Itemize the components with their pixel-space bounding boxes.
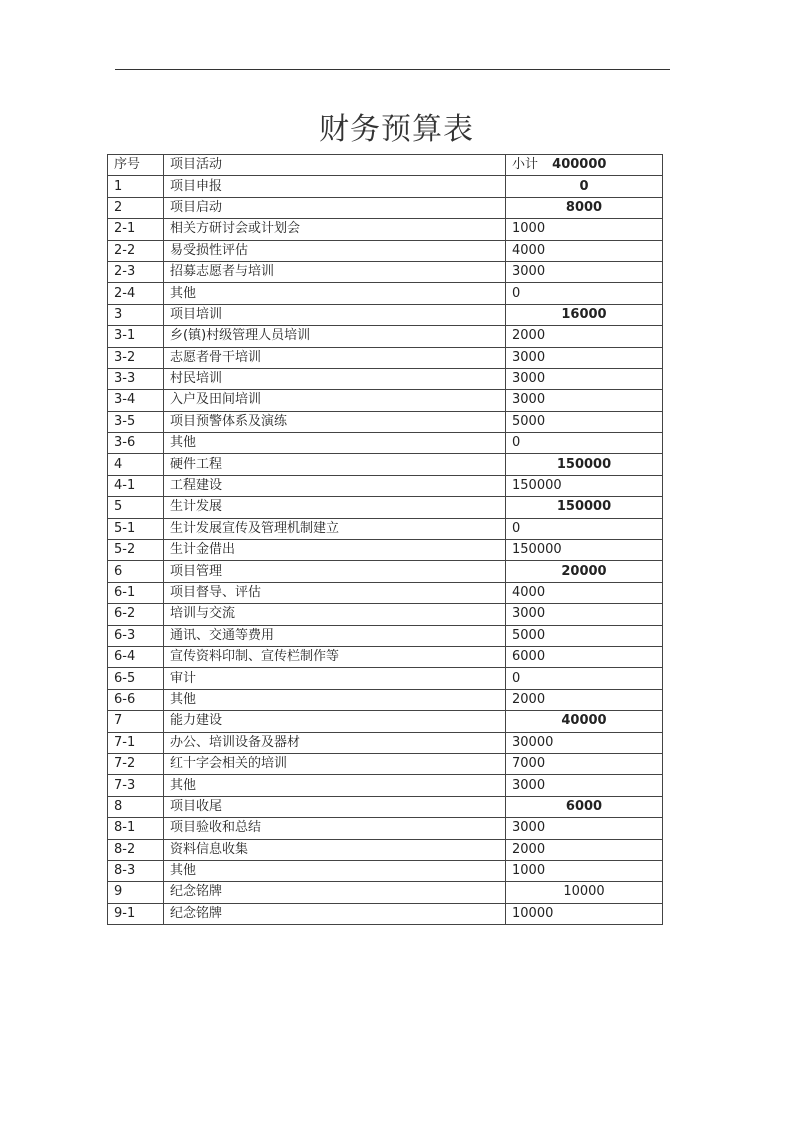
row-activity: 项目管理 xyxy=(164,561,506,582)
subtotal-label: 小计 xyxy=(512,157,539,173)
row-serial-number: 2 xyxy=(108,197,164,218)
row-activity: 生计发展宣传及管理机制建立 xyxy=(164,518,506,539)
row-activity: 宣传资料印制、宣传栏制作等 xyxy=(164,646,506,667)
row-activity: 项目收尾 xyxy=(164,796,506,817)
row-activity: 能力建设 xyxy=(164,711,506,732)
row-serial-number: 2-3 xyxy=(108,261,164,282)
row-activity: 工程建设 xyxy=(164,475,506,496)
row-serial-number: 8 xyxy=(108,796,164,817)
row-amount: 2000 xyxy=(506,326,663,347)
row-serial-number: 2-2 xyxy=(108,240,164,261)
row-serial-number: 3-6 xyxy=(108,433,164,454)
row-activity: 资料信息收集 xyxy=(164,839,506,860)
table-row xyxy=(108,711,663,732)
row-serial-number: 6-4 xyxy=(108,646,164,667)
row-serial-number: 4 xyxy=(108,454,164,475)
row-serial-number: 5 xyxy=(108,497,164,518)
row-serial-number: 1 xyxy=(108,176,164,197)
table-row xyxy=(108,796,663,817)
row-amount: 1000 xyxy=(506,219,663,240)
table-row xyxy=(108,326,663,347)
row-amount: 40000 xyxy=(506,711,663,732)
table-row xyxy=(108,261,663,282)
table-row xyxy=(108,882,663,903)
row-serial-number: 2-1 xyxy=(108,219,164,240)
row-amount: 150000 xyxy=(506,497,663,518)
row-serial-number: 2-4 xyxy=(108,283,164,304)
row-serial-number: 8-1 xyxy=(108,818,164,839)
table-row xyxy=(108,818,663,839)
table-row xyxy=(108,240,663,261)
row-activity: 易受损性评估 xyxy=(164,240,506,261)
row-activity: 其他 xyxy=(164,689,506,710)
table-row xyxy=(108,518,663,539)
row-serial-number: 7-3 xyxy=(108,775,164,796)
row-activity: 志愿者骨干培训 xyxy=(164,347,506,368)
row-amount: 0 xyxy=(506,518,663,539)
row-amount: 150000 xyxy=(506,454,663,475)
row-amount: 20000 xyxy=(506,561,663,582)
table-row xyxy=(108,646,663,667)
row-serial-number: 8-3 xyxy=(108,860,164,881)
table-row xyxy=(108,839,663,860)
table-header-row xyxy=(108,155,663,176)
table-row xyxy=(108,604,663,625)
table-row xyxy=(108,197,663,218)
table-row xyxy=(108,775,663,796)
row-amount: 4000 xyxy=(506,240,663,261)
row-activity: 项目培训 xyxy=(164,304,506,325)
row-activity: 培训与交流 xyxy=(164,604,506,625)
row-activity: 项目验收和总结 xyxy=(164,818,506,839)
row-serial-number: 7 xyxy=(108,711,164,732)
table-row xyxy=(108,176,663,197)
row-serial-number: 6-1 xyxy=(108,582,164,603)
row-activity: 其他 xyxy=(164,283,506,304)
table-row xyxy=(108,625,663,646)
row-amount: 3000 xyxy=(506,775,663,796)
row-activity: 生计金借出 xyxy=(164,540,506,561)
row-serial-number: 3-1 xyxy=(108,326,164,347)
subtotal-value: 400000 xyxy=(552,157,607,173)
budget-table xyxy=(107,154,663,925)
table-row xyxy=(108,582,663,603)
row-serial-number: 3 xyxy=(108,304,164,325)
table-row xyxy=(108,475,663,496)
row-amount: 6000 xyxy=(506,646,663,667)
row-activity: 硬件工程 xyxy=(164,454,506,475)
table-row xyxy=(108,668,663,689)
row-amount: 10000 xyxy=(506,903,663,924)
document-title: 财务预算表 xyxy=(319,112,474,147)
row-serial-number: 3-3 xyxy=(108,368,164,389)
row-activity: 纪念铭牌 xyxy=(164,882,506,903)
row-serial-number: 6-6 xyxy=(108,689,164,710)
header-subtotal xyxy=(506,155,663,176)
table-row xyxy=(108,283,663,304)
header-activity: 项目活动 xyxy=(164,155,506,176)
table-row xyxy=(108,390,663,411)
table-row xyxy=(108,219,663,240)
row-serial-number: 6-3 xyxy=(108,625,164,646)
row-activity: 其他 xyxy=(164,433,506,454)
row-amount: 150000 xyxy=(506,540,663,561)
row-serial-number: 7-1 xyxy=(108,732,164,753)
row-activity: 项目预警体系及演练 xyxy=(164,411,506,432)
row-serial-number: 5-2 xyxy=(108,540,164,561)
row-amount: 3000 xyxy=(506,368,663,389)
row-activity: 纪念铭牌 xyxy=(164,903,506,924)
table-row xyxy=(108,732,663,753)
row-activity: 办公、培训设备及器材 xyxy=(164,732,506,753)
row-amount: 2000 xyxy=(506,839,663,860)
row-amount: 3000 xyxy=(506,261,663,282)
row-amount: 0 xyxy=(506,433,663,454)
row-amount: 1000 xyxy=(506,860,663,881)
row-serial-number: 6-2 xyxy=(108,604,164,625)
row-serial-number: 9-1 xyxy=(108,903,164,924)
row-serial-number: 3-5 xyxy=(108,411,164,432)
row-serial-number: 3-4 xyxy=(108,390,164,411)
row-serial-number: 6 xyxy=(108,561,164,582)
table-row xyxy=(108,347,663,368)
table-row xyxy=(108,903,663,924)
table-row xyxy=(108,433,663,454)
row-amount: 3000 xyxy=(506,604,663,625)
row-amount: 7000 xyxy=(506,753,663,774)
table-row xyxy=(108,411,663,432)
row-serial-number: 9 xyxy=(108,882,164,903)
table-row xyxy=(108,368,663,389)
row-activity: 村民培训 xyxy=(164,368,506,389)
row-activity: 乡(镇)村级管理人员培训 xyxy=(164,326,506,347)
top-divider-line xyxy=(115,69,670,70)
row-amount: 6000 xyxy=(506,796,663,817)
row-activity: 项目申报 xyxy=(164,176,506,197)
row-activity: 入户及田间培训 xyxy=(164,390,506,411)
row-activity: 项目督导、评估 xyxy=(164,582,506,603)
row-amount: 0 xyxy=(506,668,663,689)
table-row xyxy=(108,540,663,561)
header-serial-number: 序号 xyxy=(108,155,164,176)
row-serial-number: 4-1 xyxy=(108,475,164,496)
row-amount: 30000 xyxy=(506,732,663,753)
table-row xyxy=(108,497,663,518)
row-amount: 0 xyxy=(506,283,663,304)
row-activity: 生计发展 xyxy=(164,497,506,518)
table-row xyxy=(108,860,663,881)
row-activity: 红十字会相关的培训 xyxy=(164,753,506,774)
row-activity: 其他 xyxy=(164,860,506,881)
row-serial-number: 3-2 xyxy=(108,347,164,368)
row-serial-number: 6-5 xyxy=(108,668,164,689)
table-row xyxy=(108,689,663,710)
row-amount: 0 xyxy=(506,176,663,197)
row-serial-number: 8-2 xyxy=(108,839,164,860)
row-amount: 3000 xyxy=(506,818,663,839)
row-serial-number: 5-1 xyxy=(108,518,164,539)
row-activity: 通讯、交通等费用 xyxy=(164,625,506,646)
row-activity: 相关方研讨会或计划会 xyxy=(164,219,506,240)
row-amount: 3000 xyxy=(506,390,663,411)
row-activity: 审计 xyxy=(164,668,506,689)
row-amount: 5000 xyxy=(506,625,663,646)
row-serial-number: 7-2 xyxy=(108,753,164,774)
table-row xyxy=(108,454,663,475)
row-amount: 3000 xyxy=(506,347,663,368)
row-activity: 招募志愿者与培训 xyxy=(164,261,506,282)
row-amount: 4000 xyxy=(506,582,663,603)
table-row xyxy=(108,753,663,774)
row-activity: 项目启动 xyxy=(164,197,506,218)
table-row xyxy=(108,304,663,325)
row-amount: 5000 xyxy=(506,411,663,432)
row-amount: 8000 xyxy=(506,197,663,218)
row-amount: 16000 xyxy=(506,304,663,325)
row-amount: 2000 xyxy=(506,689,663,710)
row-amount: 150000 xyxy=(506,475,663,496)
row-amount: 10000 xyxy=(506,882,663,903)
table-row xyxy=(108,561,663,582)
row-activity: 其他 xyxy=(164,775,506,796)
budget-table-body xyxy=(108,176,663,925)
